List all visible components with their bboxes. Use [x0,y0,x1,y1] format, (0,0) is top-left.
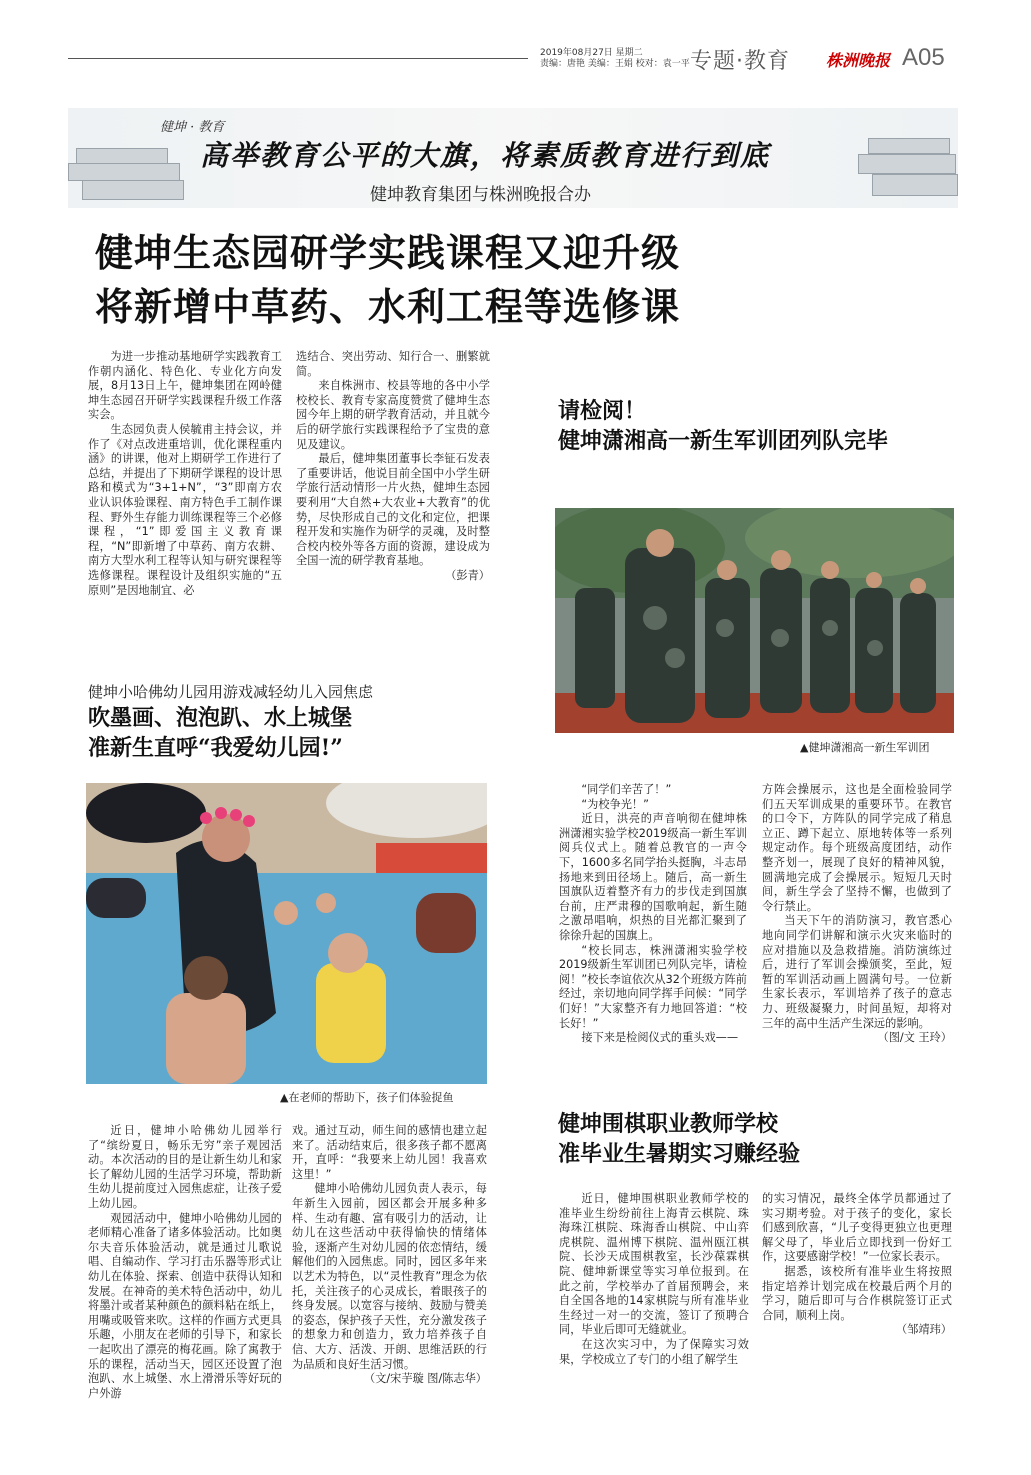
article3-title-line1: 请检阅！ [558,398,647,424]
banner-subtitle: 健坤教育集团与株洲晚报合办 [370,185,591,205]
article3-col2 [762,783,952,1046]
article4-title-line2: 准毕业生暑期实习赚经验 [558,1141,801,1167]
military-photo [555,508,954,733]
paragraph: 在这次实习中，为了保障实习效果，学校成立了专门的小组了解学生 [559,1337,749,1366]
article2-kicker: 健坤小哈佛幼儿园用游戏减轻幼儿入园焦虑 [88,683,374,701]
article2-col1 [88,1124,282,1401]
article4-signature: （邹靖玮） [896,1323,952,1337]
article2-title-line2: 准新生直呼“我爱幼儿园!” [88,735,343,761]
article1-col2 [296,350,490,584]
header-rule [68,58,528,59]
article3-col1 [559,783,747,1046]
article1-title-line1: 健坤生态园研学实践课程又迎升级 [95,231,681,275]
article1-col1 [88,350,282,598]
paragraph: 方阵会操展示，这也是全面检验同学们五天军训成果的重要环节。在教官的口令下，方阵队的同学完成了稍息立正、蹲下起立、原地转体等一系列规定动作。每个班级高度团结，动作整齐划一，展现了良好的精神风貌，圆满地完成了会操展示。短短几天时间，新生学会了坚持不懈，也做到了令行禁止。 [762,783,952,913]
paragraph: 近日，健坤围棋职业教师学校的准毕业生纷纷前往上海青云棋院、珠海珠江棋院、珠海香山棋院、中山弈虎棋院、温州博下棋院、温州瓯江棋院、长沙天成围棋教室，长沙葆霖棋院、健坤新课堂等实习单位报到。在此之前，学校举办了首届预聘会，来自全国各地的14家棋院与所有准毕业生经过一对一的交流，签订了预聘合同，毕业后即可无缝就业。 [559,1192,749,1337]
banner-brand: 健坤 · 教育 [160,120,225,135]
article4-col2 [762,1192,952,1338]
paragraph: 生态园负责人侯毓甫主持会议，并作了《对点改进重培训，优化课程重内涵》的讲课，他对上期研学工作进行了总结，并提出了下期研学课程的设计思路和模式为“3+1+N”，“3”即南方农业认识体验课程、南方特色手工制作课程、野外生存能力训练课程等三个必修课程，“1”即爱国主义教育课程，“N”即新增了中草药、南方农耕、南方大型水利工程等认知与研究课程等选修课程。课程设计及组织实施的“五原则”是因地制宜、必 [88,422,282,597]
kindergarten-photo-caption: ▲在老师的帮助下，孩子们体验捉鱼 [280,1091,454,1104]
paragraph: 接下来是检阅仪式的重头戏—— [581,1031,739,1045]
paragraph: 近日，健坤小哈佛幼儿园举行了“缤纷夏日，畅乐无穷”亲子观园活动。本次活动的目的是让新生幼儿和家长了解幼儿园的生活学习环境，帮助新生幼儿提前度过入园焦虑症，让孩子爱上幼儿园。 [88,1124,282,1210]
date-block [540,48,690,70]
page-number: A05 [902,44,945,71]
article2-signature: （文/宋芋璇 图/陈志华） [364,1372,487,1386]
paragraph: 为进一步推动基地研学实践教育工作朝内涵化、特色化、专业化方向发展，8月13日上午，健坤集团在网岭健坤生态园召开研学实践课程升级工作落实会。 [88,350,282,422]
article4-col1 [559,1192,749,1367]
paragraph: 据悉，该校所有准毕业生将按照指定培养计划完成在校最后两个月的学习，随后即可与合作棋院签订正式合同，顺利上岗。 [762,1264,952,1322]
article1-title-line2: 将新增中草药、水利工程等选修课 [95,285,681,329]
military-photo-image [555,508,954,733]
paragraph: 的实习情况，最终全体学员都通过了实习期考验。对于孩子的变化，家长们感到欣喜，“儿子变得更独立也更理解父母了，毕业后立即找到一份好工作，这要感谢学校！”一位家长表示。 [762,1192,952,1264]
issue-date: 2019年08月27日 星期二 [540,48,643,58]
paragraph: 近日，洪亮的声音响彻在健坤株洲潇湘实验学校2019级高一新生军训阅兵仪式上。随着总教官的一声令下，1600多名同学抬头挺胸，斗志昂扬地来到田径场上。随后，高一新生国旗队迈着整齐有力的步伐走到国旗台前，庄严肃穆的国歌响起，新生随之激昂唱响，炽热的目光都汇聚到了徐徐升起的国旗上。 [559,812,747,942]
paragraph: “校长同志，株洲潇湘实验学校2019级新生军训团已列队完毕，请检阅！”校长李谊依次从32个班级方阵前经过，亲切地向同学挥手问候：“同学们好！”大家整齐有力地回答道：“校长好！” [559,943,747,1030]
article1-signature: （彭青） [445,568,490,582]
article2-col2 [292,1124,487,1387]
paragraph: 来自株洲市、校县等地的各中小学校校长、教育专家高度赞赏了健坤生态园今年上期的研学教育活动，并且就今后的研学旅行实践课程给予了宝贵的意见及建议。 [296,379,490,451]
paragraph: 选结合、突出劳动、知行合一、删繁就简。 [296,350,490,378]
article4-title-line1: 健坤围棋职业教师学校 [558,1111,779,1137]
paragraph: 健坤小哈佛幼儿园负责人表示，每年新生入园前，园区都会开展多种多样、生动有趣、富有吸引力的活动，让幼儿在这些活动中获得愉快的情绪体验，逐渐产生对幼儿园的依恋情结，缓解他们的入园焦虑。同时，园区多年来以艺术为特色，以“灵性教育”理念为依托，关注孩子的心灵成长，着眼孩子的终身发展。以宽容与接纳、鼓励与赞美的姿态，保护孩子天性，充分激发孩子的想象力和创造力，致力培养孩子自信、大方、活泼、开朗、思维活跃的行为品质和良好生活习惯。 [292,1182,487,1371]
editors-line: 责编：唐艳 美编：王娟 校对：袁一平 [540,59,690,69]
section-title: 专题·教育 [690,49,790,74]
article3-title-line2: 健坤潇湘高一新生军训团列队完毕 [558,428,889,454]
paragraph: 当天下午的消防演习，教官悉心地向同学们讲解和演示火灾来临时的应对措施以及急救措施。消防演练过后，进行了军训会操颁奖，至此，短暂的军训活动画上圆满句号。一位新生家长表示，军训培养了孩子的意志力、班级凝聚力，时间虽短，却将对三年的高中生活产生深远的影响。 [762,914,952,1030]
paragraph: 戏。通过互动，师生间的感情也建立起来了。活动结束后，很多孩子都不愿离开，直呼：“我要来上幼儿园！我喜欢这里！” [292,1124,487,1181]
article3-signature: （图/文 王玲） [877,1031,952,1045]
military-photo-caption: ▲健坤潇湘高一新生军训团 [800,741,930,754]
banner-slogan: 高举教育公平的大旗，将素质教育进行到底 [200,139,771,172]
paragraph: 观园活动中，健坤小哈佛幼儿园的老师精心准备了诸多体验活动。比如奥尔夫音乐体验活动，就是通过儿歌说唱、自编动作、学习打击乐器等形式让幼儿在体验、探索、创造中获得认知和发展。在神奇的美术特色活动中，幼儿将墨汁或者某种颜色的颜料粘在纸上，用嘴或吸管来吹。这样的作画方式更具乐趣，小朋友在老师的引导下，和家长一起吹出了漂亮的梅花画。除了寓教于乐的课程，活动当天，园区还设置了泡泡趴、水上城堡、水上滑滑乐等好玩的户外游 [88,1211,282,1400]
kindergarten-photo [86,783,487,1084]
paragraph: “为校争光！” [581,797,649,811]
paper-logo: 株洲晚报 [826,51,891,70]
paragraph: “同学们辛苦了！” [581,783,672,796]
paragraph: 最后，健坤集团董事长李钲石发表了重要讲话，他说目前全国中小学生研学旅行活动情形一片火热，健坤生态园要利用“大自然+大农业+大教育”的优势，尽快形成自己的文化和定位，把课程开发和实施作为研学的灵魂，及时整合校内校外等各方面的资源，建设成为全国一流的研学教育基地。 [296,452,490,568]
kindergarten-photo-image [86,783,487,1084]
article2-title-line1: 吹墨画、泡泡趴、水上城堡 [88,705,353,731]
